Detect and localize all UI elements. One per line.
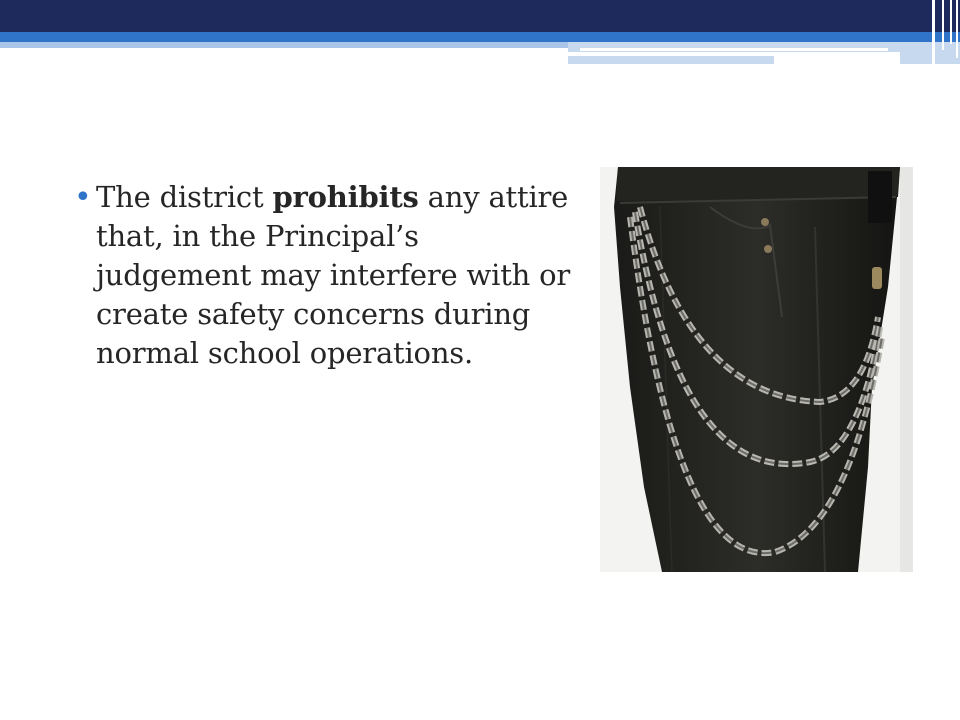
header-bar-lightblue: [0, 42, 568, 48]
header-stripe: [956, 0, 958, 58]
chain-photo-icon: [600, 167, 913, 572]
header-stripe: [932, 0, 935, 64]
bullet-text: [96, 178, 574, 373]
header-stripe: [950, 0, 952, 44]
bullet-text-start: The district: [96, 180, 273, 214]
header-bar-blue: [0, 32, 960, 42]
chain-photo: [600, 167, 913, 572]
bullet-icon: •: [74, 180, 92, 215]
bullet-text-emphasis: prohibits: [272, 180, 419, 214]
header-stripe: [942, 0, 944, 50]
bullet-text-end: any attire that, in the Principal’s judgement may interfere with or create safety concerns during normal school operations.: [96, 180, 571, 370]
header-bar-navy: [0, 0, 960, 32]
header-bar-pale-lower: [568, 56, 774, 64]
slide-body: [74, 178, 574, 373]
header-bar-pale-right: [900, 52, 960, 64]
header-divider: [580, 48, 888, 51]
bullet-item: [74, 178, 574, 373]
